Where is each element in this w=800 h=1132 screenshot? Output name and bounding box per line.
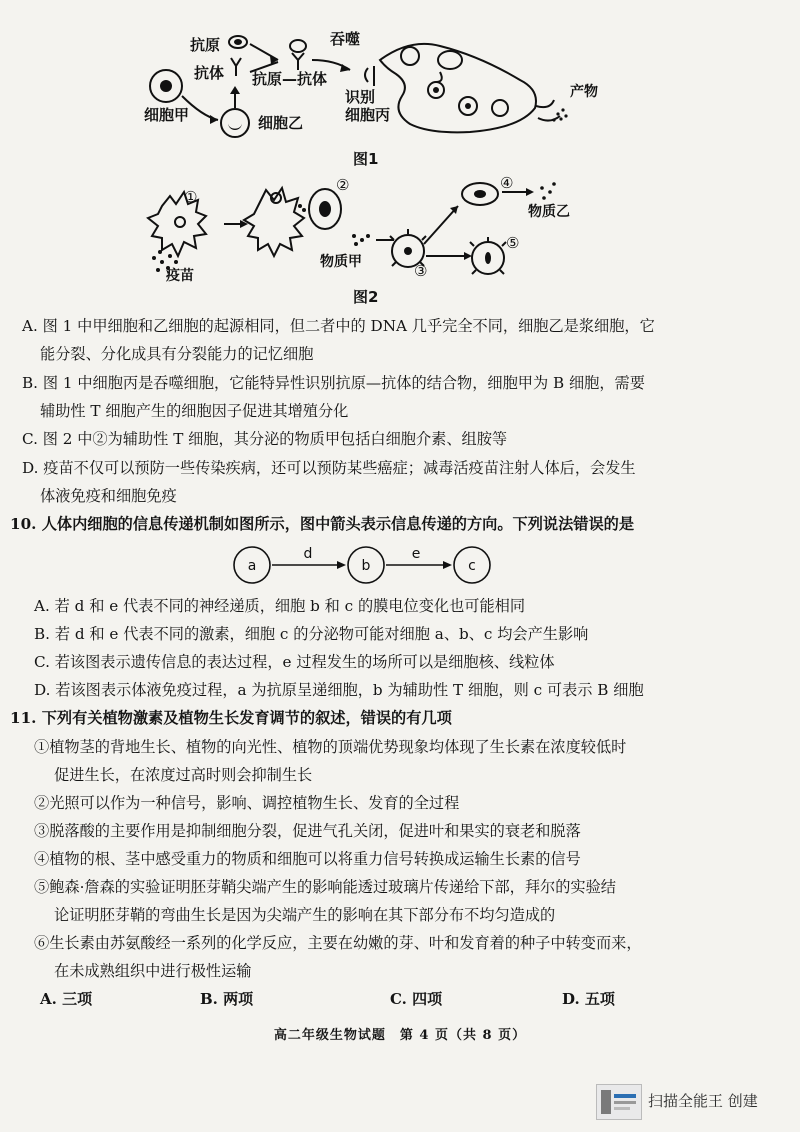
label-cell-bing: 细胞丙 xyxy=(345,106,391,124)
label-cell-yi: 细胞乙 xyxy=(258,114,304,132)
q11-option-b: B. 两项 xyxy=(200,990,254,1008)
q11-option-a: A. 三项 xyxy=(40,990,93,1008)
q11-item-5-line2: 论证明胚芽鞘的弯曲生长是因为尖端产生的影响在其下部分布不均匀造成的 xyxy=(54,906,556,924)
label-antigen-antibody: 抗原—抗体 xyxy=(252,70,328,88)
arrow-label-d: d xyxy=(303,546,313,562)
label-circle-5: ⑤ xyxy=(506,234,520,252)
q11-item-6-line1: ⑥生长素由苏氨酸经一系列的化学反应，主要在幼嫩的芽、叶和发育着的种子中转变而来， xyxy=(34,934,642,952)
label-vaccine: 疫苗 xyxy=(166,268,194,284)
q9-option-b-line1: B. 图 1 中细胞丙是吞噬细胞，它能特异性识别抗原—抗体的结合物，细胞甲为 B 细胞，需要 xyxy=(22,374,645,392)
label-circle-4: ④ xyxy=(500,176,514,192)
q11-item-4: ④植物的根、茎中感受重力的物质和细胞可以将重力信号转换成运输生长素的信号 xyxy=(34,850,581,868)
q10-stem: 10. 人体内细胞的信息传递机制如图所示，图中箭头表示信息传递的方向。下列说法错误的是 xyxy=(10,515,635,533)
label-antibody: 抗体 xyxy=(194,64,225,82)
node-b: b xyxy=(361,558,371,574)
scanner-logo-icon xyxy=(596,1084,642,1120)
label-substance-jia: 物质甲 xyxy=(320,254,362,270)
q10-flow-diagram xyxy=(228,544,494,586)
label-product: 产物 xyxy=(570,84,598,100)
q9-option-c: C. 图 2 中②为辅助性 T 细胞，其分泌的物质甲包括白细胞介素、组胺等 xyxy=(22,430,508,448)
q11-options xyxy=(40,988,640,1010)
scanner-watermark xyxy=(596,1084,796,1118)
q9-option-b-line2: 辅助性 T 细胞产生的细胞因子促进其增殖分化 xyxy=(40,402,349,420)
q10-option-c: C. 若该图表示遗传信息的表达过程，e 过程发生的场所可以是细胞核、线粒体 xyxy=(34,653,555,671)
q11-item-3: ③脱落酸的主要作用是抑制细胞分裂，促进气孔关闭，促进叶和果实的衰老和脱落 xyxy=(34,822,581,840)
q9-option-a-line2: 能分裂、分化成具有分裂能力的记忆细胞 xyxy=(40,345,314,363)
label-phagocytosis: 吞噬 xyxy=(330,30,361,48)
q10-option-b: B. 若 d 和 e 代表不同的激素，细胞 c 的分泌物可能对细胞 a、b、c 均会产生影响 xyxy=(34,625,589,643)
q11-item-2: ②光照可以作为一种信号，影响、调控植物生长、发育的全过程 xyxy=(34,794,460,812)
label-circle-3: ③ xyxy=(414,262,428,280)
figure-1-diagram xyxy=(140,20,610,145)
q9-option-d-line2: 体液免疫和细胞免疫 xyxy=(40,487,177,505)
figure-2-caption: 图2 xyxy=(353,288,379,306)
label-recognize: 识别 xyxy=(345,88,376,106)
q11-option-d: D. 五项 xyxy=(562,990,615,1008)
label-substance-yi: 物质乙 xyxy=(528,204,570,220)
q11-item-6-line2: 在未成熟组织中进行极性运输 xyxy=(54,962,252,980)
node-c: c xyxy=(468,558,476,574)
page-footer: 高二年级生物试题 第 4 页（共 8 页） xyxy=(273,1028,527,1043)
watermark-text: 扫描全能王 创建 xyxy=(648,1092,758,1110)
q9-option-a-line1: A. 图 1 中甲细胞和乙细胞的起源相同，但二者中的 DNA 几乎完全不同，细胞乙是浆细胞，它 xyxy=(22,317,655,335)
label-antigen: 抗原 xyxy=(190,36,221,54)
q9-option-d-line1: D. 疫苗不仅可以预防一些传染疾病，还可以预防某些癌症；减毒活疫苗注射人体后，会发生 xyxy=(22,459,636,477)
q10-option-d: D. 若该图表示体液免疫过程，a 为抗原呈递细胞，b 为辅助性 T 细胞，则 c 可表示 B 细胞 xyxy=(34,681,644,699)
q11-item-5-line1: ⑤鲍森·詹森的实验证明胚芽鞘尖端产生的影响能透过玻璃片传递给下部，拜尔的实验结 xyxy=(34,878,616,896)
label-cell-jia: 细胞甲 xyxy=(144,106,190,124)
q11-item-1-line2: 促进生长，在浓度过高时则会抑制生长 xyxy=(54,766,313,784)
label-circle-2: ② xyxy=(336,176,350,194)
label-circle-1: ① xyxy=(184,188,198,206)
node-a: a xyxy=(247,558,257,574)
q11-item-1-line1: ①植物茎的背地生长、植物的向光性、植物的顶端优势现象均体现了生长素在浓度较低时 xyxy=(34,738,627,756)
q11-stem: 11. 下列有关植物激素及植物生长发育调节的叙述，错误的有几项 xyxy=(10,709,452,727)
arrow-label-e: e xyxy=(411,546,421,562)
figure-2-diagram xyxy=(140,176,590,286)
q11-option-c: C. 四项 xyxy=(390,990,443,1008)
q10-option-a: A. 若 d 和 e 代表不同的神经递质，细胞 b 和 c 的膜电位变化也可能相同 xyxy=(34,597,526,615)
figure-1-caption: 图1 xyxy=(353,150,379,168)
